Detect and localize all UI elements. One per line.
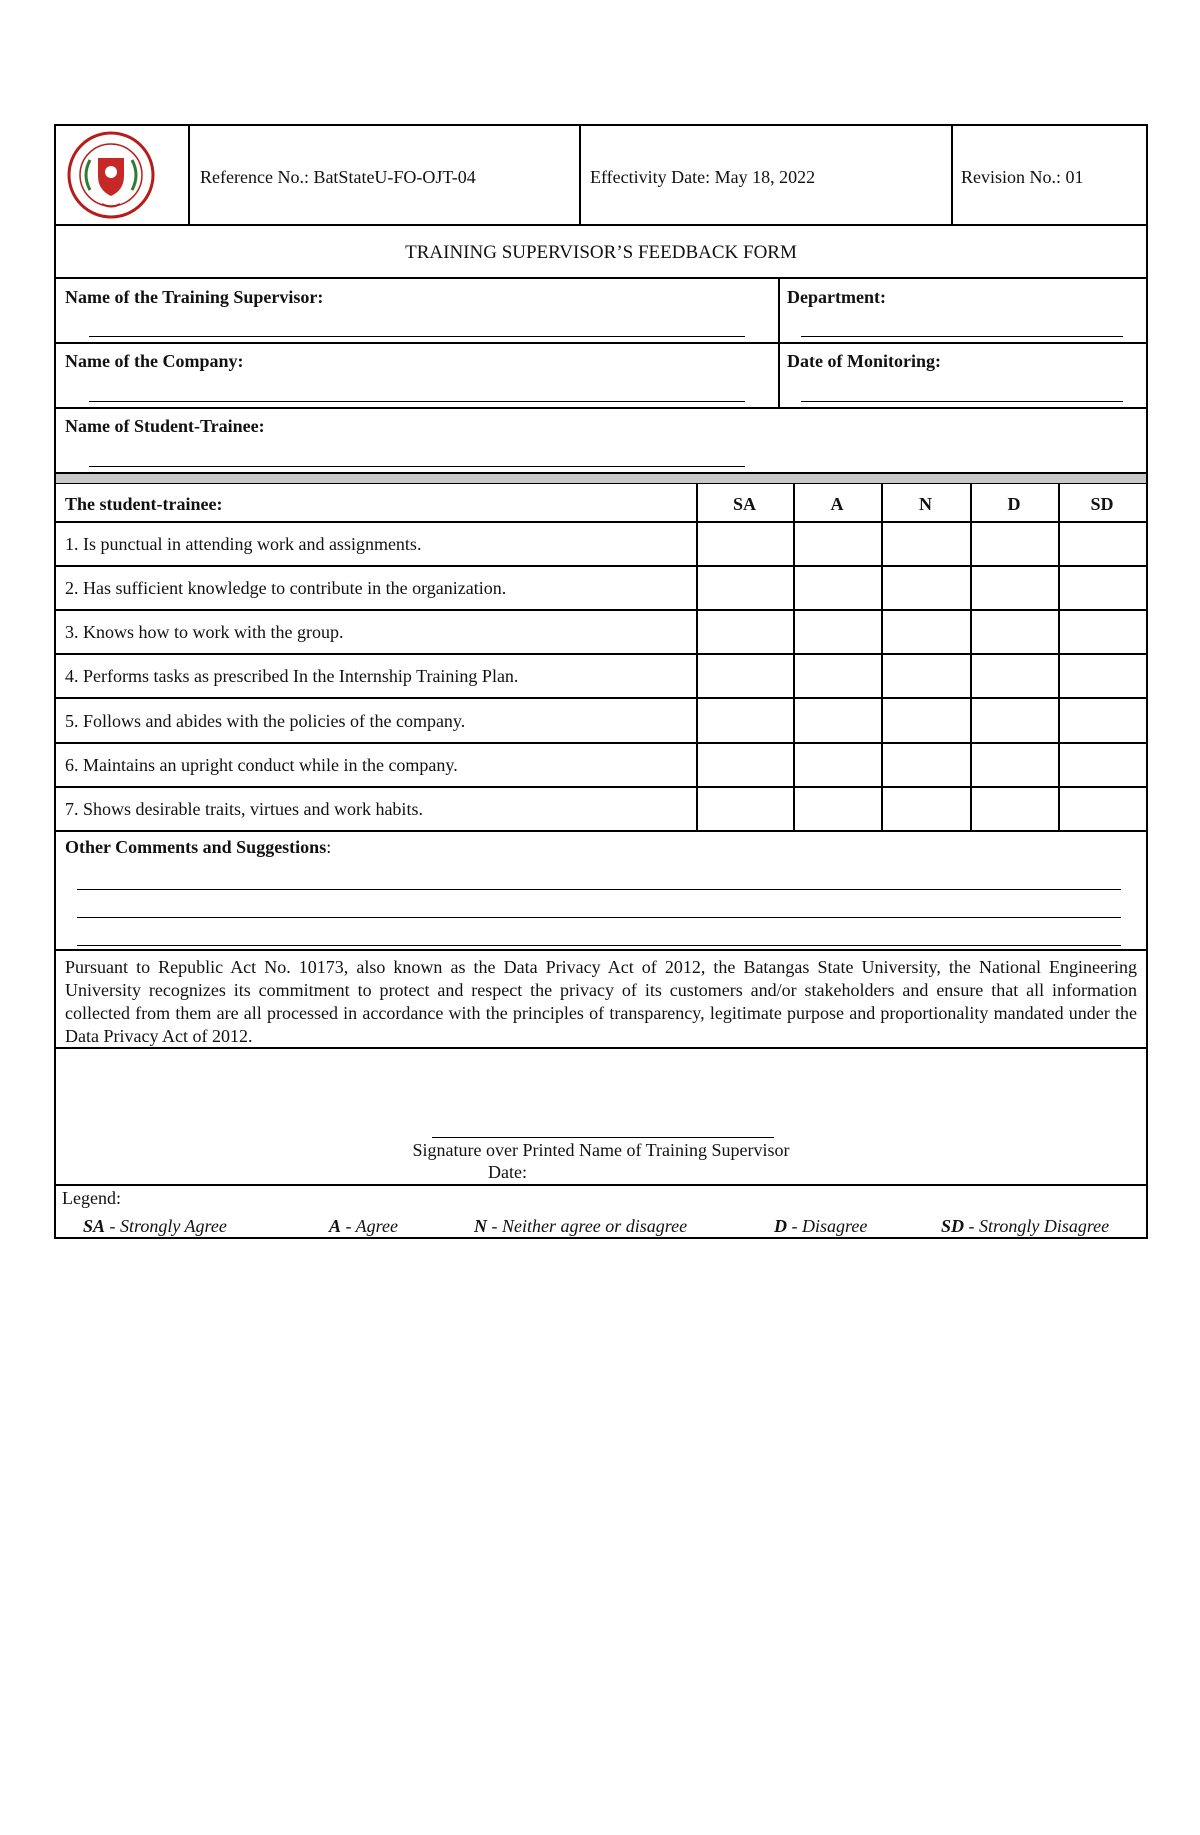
legend-n: N - Neither agree or disagree (474, 1216, 688, 1236)
rating-item: 3. Knows how to work with the group. (65, 622, 344, 642)
company-line (89, 401, 745, 402)
column-sa: SA (732, 494, 756, 514)
column-sd: SD (1090, 494, 1114, 514)
column-n: N (919, 494, 932, 514)
reference-number: Reference No.: BatStateU-FO-OJT-04 (200, 167, 476, 187)
revision-number: Revision No.: 01 (961, 167, 1084, 187)
date-monitoring-line (801, 401, 1123, 402)
comment-line (77, 889, 1121, 890)
effectivity-date: Effectivity Date: May 18, 2022 (590, 167, 816, 187)
student-label: Name of Student-Trainee: (65, 416, 265, 436)
date-monitoring-label: Date of Monitoring: (787, 351, 941, 371)
rating-item: 2. Has sufficient knowledge to contribute in the organization. (65, 578, 507, 598)
column-d: D (1007, 494, 1021, 514)
legend-a: A - Agree (329, 1216, 398, 1236)
rating-item: 1. Is punctual in attending work and assignments. (65, 534, 422, 554)
signature-date: Date: (488, 1162, 527, 1182)
company-label: Name of the Company: (65, 351, 244, 371)
legend-d: D - Disagree (774, 1216, 868, 1236)
legend-sa: SA - Strongly Agree (83, 1216, 227, 1236)
university-logo (62, 130, 160, 220)
department-label: Department: (787, 287, 886, 307)
rating-lead: The student-trainee: (65, 494, 223, 514)
supervisor-label: Name of the Training Supervisor: (65, 287, 324, 307)
column-a: A (830, 494, 844, 514)
signature-caption: Signature over Printed Name of Training Supervisor (412, 1140, 790, 1160)
feedback-form (54, 124, 1148, 1239)
comment-line (77, 945, 1121, 946)
comments-label: Other Comments and Suggestions: (65, 837, 332, 857)
signature-line (432, 1137, 774, 1138)
form-title: TRAINING SUPERVISOR’S FEEDBACK FORM (405, 242, 797, 263)
student-line (89, 466, 745, 467)
comment-line (77, 917, 1121, 918)
department-line (801, 336, 1123, 337)
privacy-notice: Pursuant to Republic Act No. 10173, also known as the Data Privacy Act of 2012, the Batangas State University, the National Engineering University recognizes its commitment to protect and respect the privacy of its customers and/or stakeholders and ensure that all information collected from them are all processed in accordance with the principles of transparency, legitimate purpose and proportionality mandated under the Data Privacy Act of 2012. (65, 957, 1137, 1046)
rating-item: 7. Shows desirable traits, virtues and work habits. (65, 799, 423, 819)
rating-item: 4. Performs tasks as prescribed In the Internship Training Plan. (65, 666, 519, 686)
rating-item: 6. Maintains an upright conduct while in the company. (65, 755, 458, 775)
legend-sd: SD - Strongly Disagree (941, 1216, 1110, 1236)
supervisor-line (89, 336, 745, 337)
legend-title: Legend: (62, 1188, 121, 1208)
section-divider (56, 474, 1146, 483)
rating-item: 5. Follows and abides with the policies of the company. (65, 711, 466, 731)
